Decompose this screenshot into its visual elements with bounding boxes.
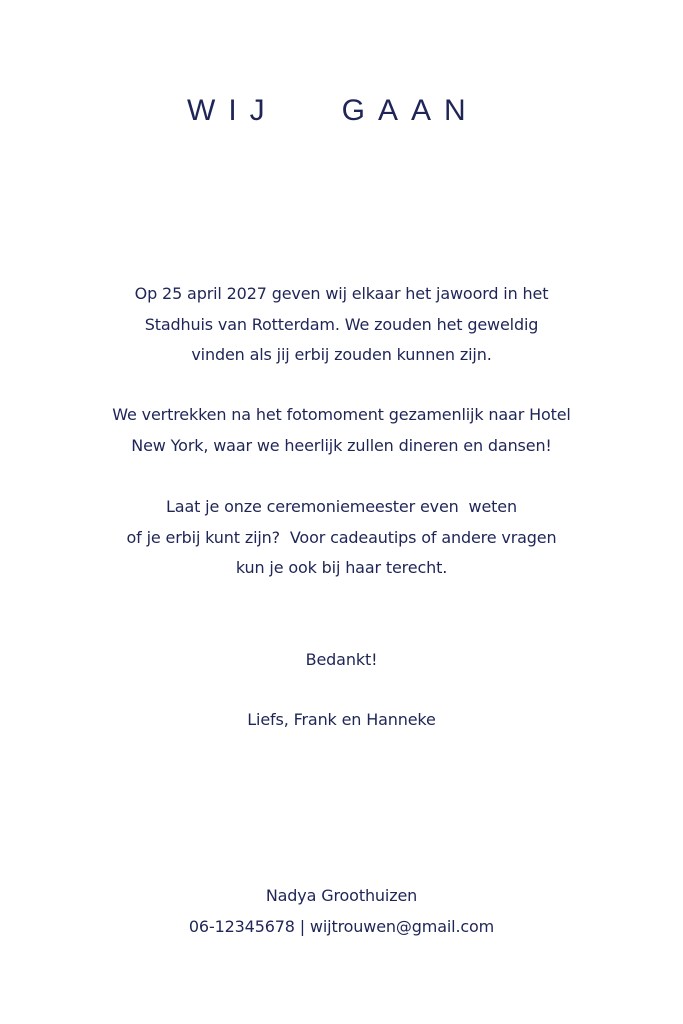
paragraph-line: We vertrekken na het fotomoment gezamenlijk naar Hotel (112, 405, 571, 424)
paragraph-dinner (0, 400, 683, 461)
paragraph-line: vinden als jij erbij zouden kunnen zijn. (191, 345, 492, 364)
invitation-title: WIJ GAAN (187, 94, 479, 127)
contact-details: 06-12345678 | wijtrouwen@gmail.com (188, 916, 495, 936)
paragraph-line: of je erbij kunt zijn? Voor cadeautips of andere vragen (126, 527, 557, 547)
paragraph-line: Op 25 april 2027 geven wij elkaar het jawoord in het (134, 284, 549, 303)
thanks-line: Bedankt! (305, 650, 378, 669)
paragraph-line: New York, waar we heerlijk zullen dineren en dansen! (131, 435, 552, 455)
signature (0, 705, 683, 736)
paragraph-rsvp (0, 492, 683, 584)
paragraph-line: Stadhuis van Rotterdam. We zouden het geweldig (144, 314, 539, 334)
contact-name: Nadya Groothuizen (265, 886, 418, 905)
thanks-text (0, 645, 683, 676)
paragraph-ceremony (0, 279, 683, 371)
paragraph-line: Laat je onze ceremoniemeester even weten (166, 497, 517, 516)
signature-line: Liefs, Frank en Hanneke (247, 710, 436, 729)
contact-block (0, 881, 683, 942)
paragraph-line: kun je ook bij haar terecht. (235, 558, 448, 577)
